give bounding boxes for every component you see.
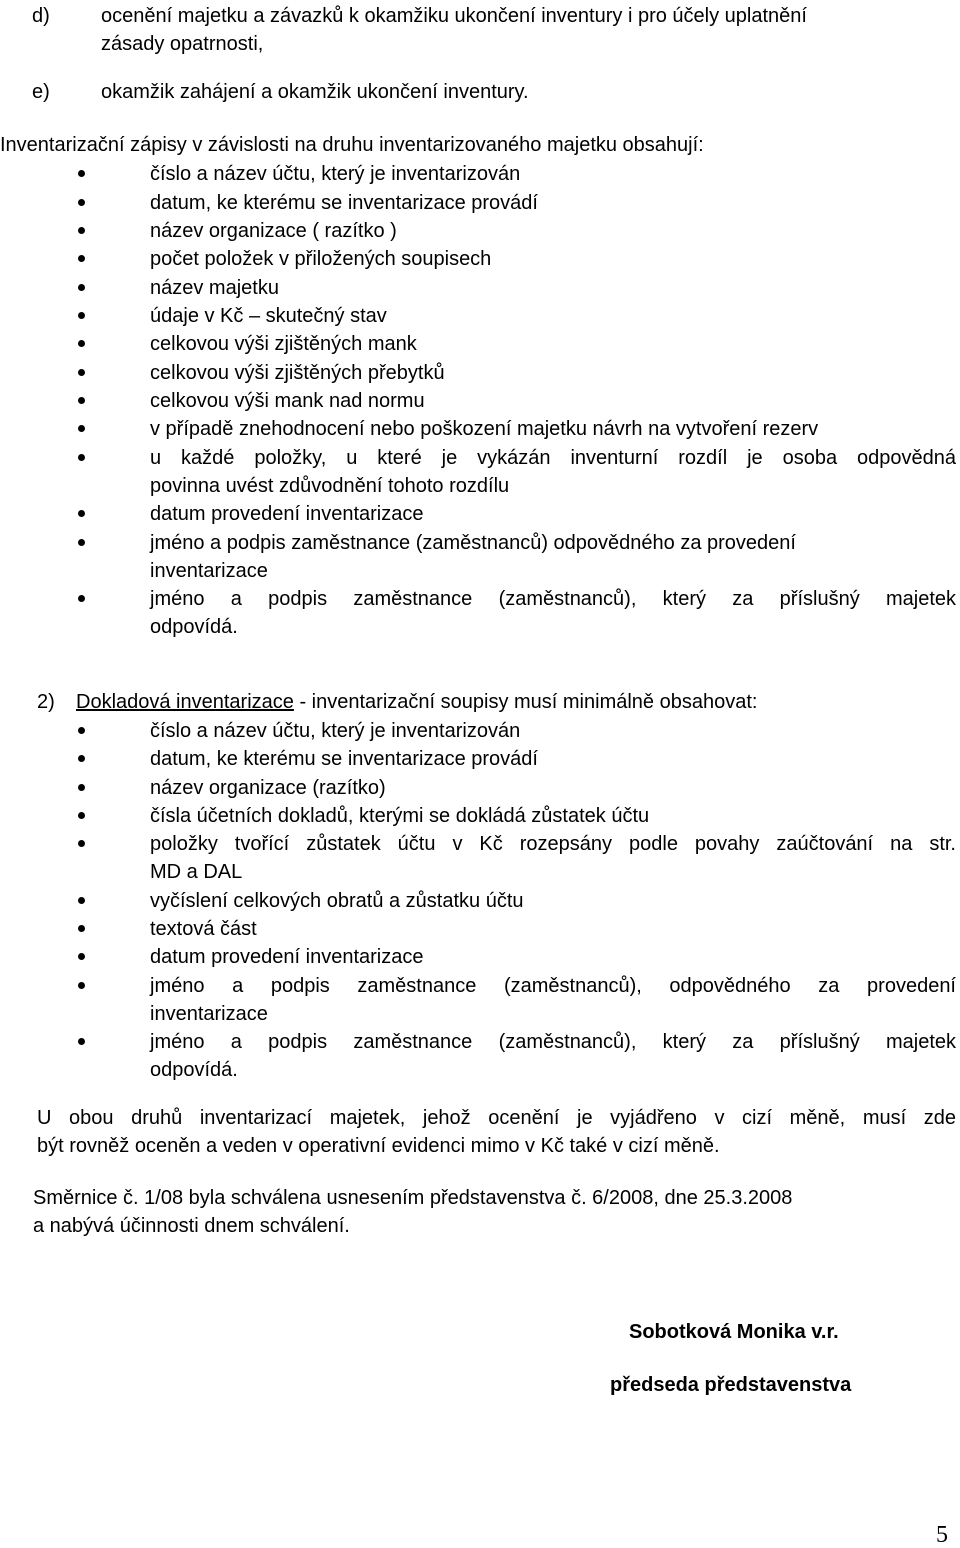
bullet-icon <box>78 425 85 432</box>
bullet-icon <box>78 812 85 819</box>
section2-heading-line <box>76 690 757 714</box>
bullet-icon <box>78 953 85 960</box>
bullet-icon <box>78 284 85 291</box>
bullet-icon <box>78 312 85 319</box>
bullet-icon <box>78 199 85 206</box>
section1-item: název organizace ( razítko ) <box>150 220 397 242</box>
section1-item-continued: odpovídá. <box>150 616 238 638</box>
bullet-icon <box>78 454 85 461</box>
section1-item: jméno a podpis zaměstnance (zaměstnanců), který za příslušný majetek <box>150 588 956 610</box>
section2-heading: Dokladová inventarizace <box>76 691 294 713</box>
bullet-icon <box>78 227 85 234</box>
item-d-line2: zásady opatrnosti, <box>101 33 264 55</box>
bullet-icon <box>78 595 85 602</box>
section1-item: datum, ke kterému se inventarizace provádí <box>150 192 538 214</box>
signature-name: Sobotková Monika v.r. <box>629 1321 839 1343</box>
section2-item: název organizace (razítko) <box>150 777 386 799</box>
bullet-icon <box>78 897 85 904</box>
item-e-line: okamžik zahájení a okamžik ukončení inventury. <box>101 81 529 103</box>
section2-item: čísla účetních dokladů, kterými se dokládá zůstatek účtu <box>150 805 650 827</box>
bullet-icon <box>78 982 85 989</box>
foreign-currency-line2: být rovněž oceněn a veden v operativní evidenci mimo v Kč také v cizí měně. <box>37 1135 720 1157</box>
section2-item-continued: MD a DAL <box>150 861 243 883</box>
section2-item: položky tvořící zůstatek účtu v Kč rozepsány podle povahy zaúčtování na str. <box>150 833 956 855</box>
item-d-line1: ocenění majetku a závazků k okamžiku ukončení inventury i pro účely uplatnění <box>101 5 807 27</box>
section1-item-continued: povinna uvést zdůvodnění tohoto rozdílu <box>150 475 510 497</box>
section1-item: u každé položky, u které je vykázán inventurní rozdíl je osoba odpovědná <box>150 447 956 469</box>
signature-role: předseda představenstva <box>610 1374 852 1396</box>
section1-item: datum provedení inventarizace <box>150 503 424 525</box>
bullet-icon <box>78 840 85 847</box>
section1-item: číslo a název účtu, který je inventarizován <box>150 163 521 185</box>
approval-line2: a nabývá účinnosti dnem schválení. <box>33 1215 350 1237</box>
bullet-icon <box>78 510 85 517</box>
section2-item-continued: inventarizace <box>150 1003 268 1025</box>
section1-item: údaje v Kč – skutečný stav <box>150 305 387 327</box>
item-e-label: e) <box>32 81 50 103</box>
bullet-icon <box>78 755 85 762</box>
bullet-icon <box>78 397 85 404</box>
bullet-icon <box>78 340 85 347</box>
bullet-icon <box>78 170 85 177</box>
bullet-icon <box>78 925 85 932</box>
bullet-icon <box>78 1038 85 1045</box>
section2-heading-rest: - inventarizační soupisy musí minimálně obsahovat: <box>293 691 758 713</box>
page-number: 5 <box>936 1522 948 1548</box>
section1-item: jméno a podpis zaměstnance (zaměstnanců) odpovědného za provedení <box>150 532 796 554</box>
section2-number: 2) <box>37 691 55 713</box>
bullet-icon <box>78 539 85 546</box>
bullet-icon <box>78 369 85 376</box>
foreign-currency-line1: U obou druhů inventarizací majetek, jehož ocenění je vyjádřeno v cizí měně, musí zde <box>37 1107 956 1129</box>
section2-item: jméno a podpis zaměstnance (zaměstnanců), který za příslušný majetek <box>150 1031 956 1053</box>
section2-item: textová část <box>150 918 257 940</box>
section1-item: v případě znehodnocení nebo poškození majetku návrh na vytvoření rezerv <box>150 418 819 440</box>
section1-item: název majetku <box>150 277 279 299</box>
section1-item-continued: inventarizace <box>150 560 268 582</box>
approval-line1: Směrnice č. 1/08 byla schválena usnesením představenstva č. 6/2008, dne 25.3.2008 <box>33 1187 793 1209</box>
item-d-label: d) <box>32 5 50 27</box>
section2-item: vyčíslení celkových obratů a zůstatku účtu <box>150 890 524 912</box>
section2-item-continued: odpovídá. <box>150 1059 238 1081</box>
section1-item: celkovou výši zjištěných přebytků <box>150 362 445 384</box>
section1-item: celkovou výši mank nad normu <box>150 390 425 412</box>
bullet-icon <box>78 784 85 791</box>
section2-item: jméno a podpis zaměstnance (zaměstnanců), odpovědného za provedení <box>150 975 956 997</box>
section1-item: celkovou výši zjištěných mank <box>150 333 417 355</box>
section1-intro: Inventarizační zápisy v závislosti na druhu inventarizovaného majetku obsahují: <box>0 134 704 156</box>
bullet-icon <box>78 727 85 734</box>
bullet-icon <box>78 255 85 262</box>
section2-item: číslo a název účtu, který je inventarizován <box>150 720 521 742</box>
section2-item: datum, ke kterému se inventarizace provádí <box>150 748 538 770</box>
section1-item: počet položek v přiložených soupisech <box>150 248 492 270</box>
section2-item: datum provedení inventarizace <box>150 946 424 968</box>
